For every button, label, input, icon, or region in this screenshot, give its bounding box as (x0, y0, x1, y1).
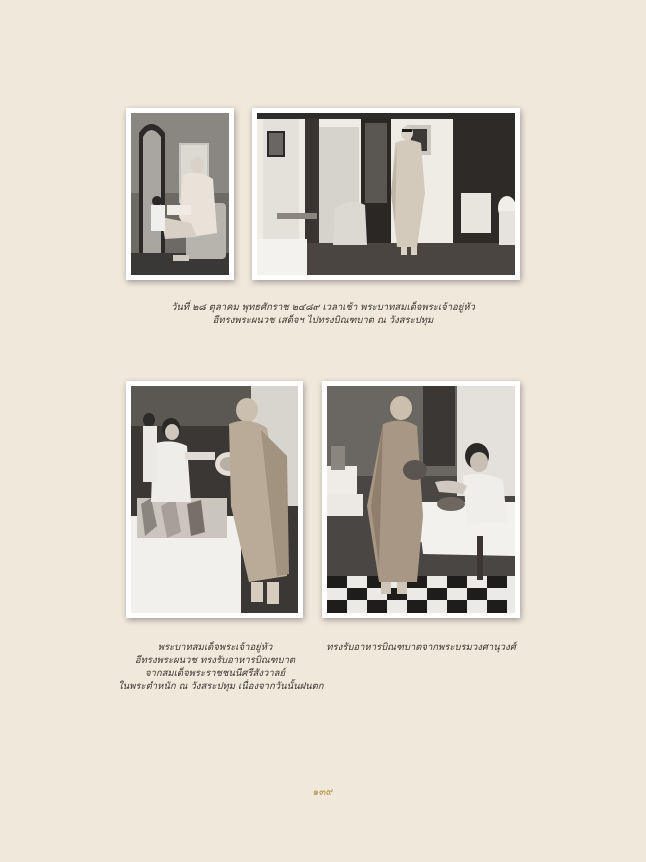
photo-receiving-alms-left (126, 381, 303, 618)
caption-bottom-left-line3: จากสมเด็จพระราชชนนีศรีสังวาลย์ (144, 668, 286, 679)
photo-monk-standing-room (252, 108, 520, 280)
photo-receiving-alms-right (322, 381, 520, 618)
photo-monk-seated (126, 108, 234, 280)
caption-top-line1: วันที่ ๒๘ ตุลาคม พุทธศักราช ๒๔๘๙ เวลาเช้า พระบาทสมเด็จพระเจ้าอยู่หัว (171, 302, 475, 313)
caption-top-line2: อีทรงพระผนวช เสด็จฯ ไปทรงบิณฑบาต ณ วังสระปทุม (212, 315, 434, 326)
caption-top (130, 301, 516, 327)
caption-bottom-left-line4: ในพระตำหนัก ณ วังสระปทุม เนื่องจากวันนั้นฝนตก (118, 681, 324, 692)
caption-bottom-right (322, 641, 520, 654)
caption-bottom-left-line1: พระบาทสมเด็จพระเจ้าอยู่หัว (157, 642, 273, 653)
caption-bottom-right-line1: ทรงรับอาหารบิณฑบาตจากพระบรมวงศานุวงศ์ (326, 642, 516, 653)
page-number: ๑๓๙ (312, 787, 334, 798)
caption-bottom-left (118, 641, 324, 693)
caption-bottom-left-line2: อีทรงพระผนวช ทรงรับอาหารบิณฑบาต (134, 655, 296, 666)
